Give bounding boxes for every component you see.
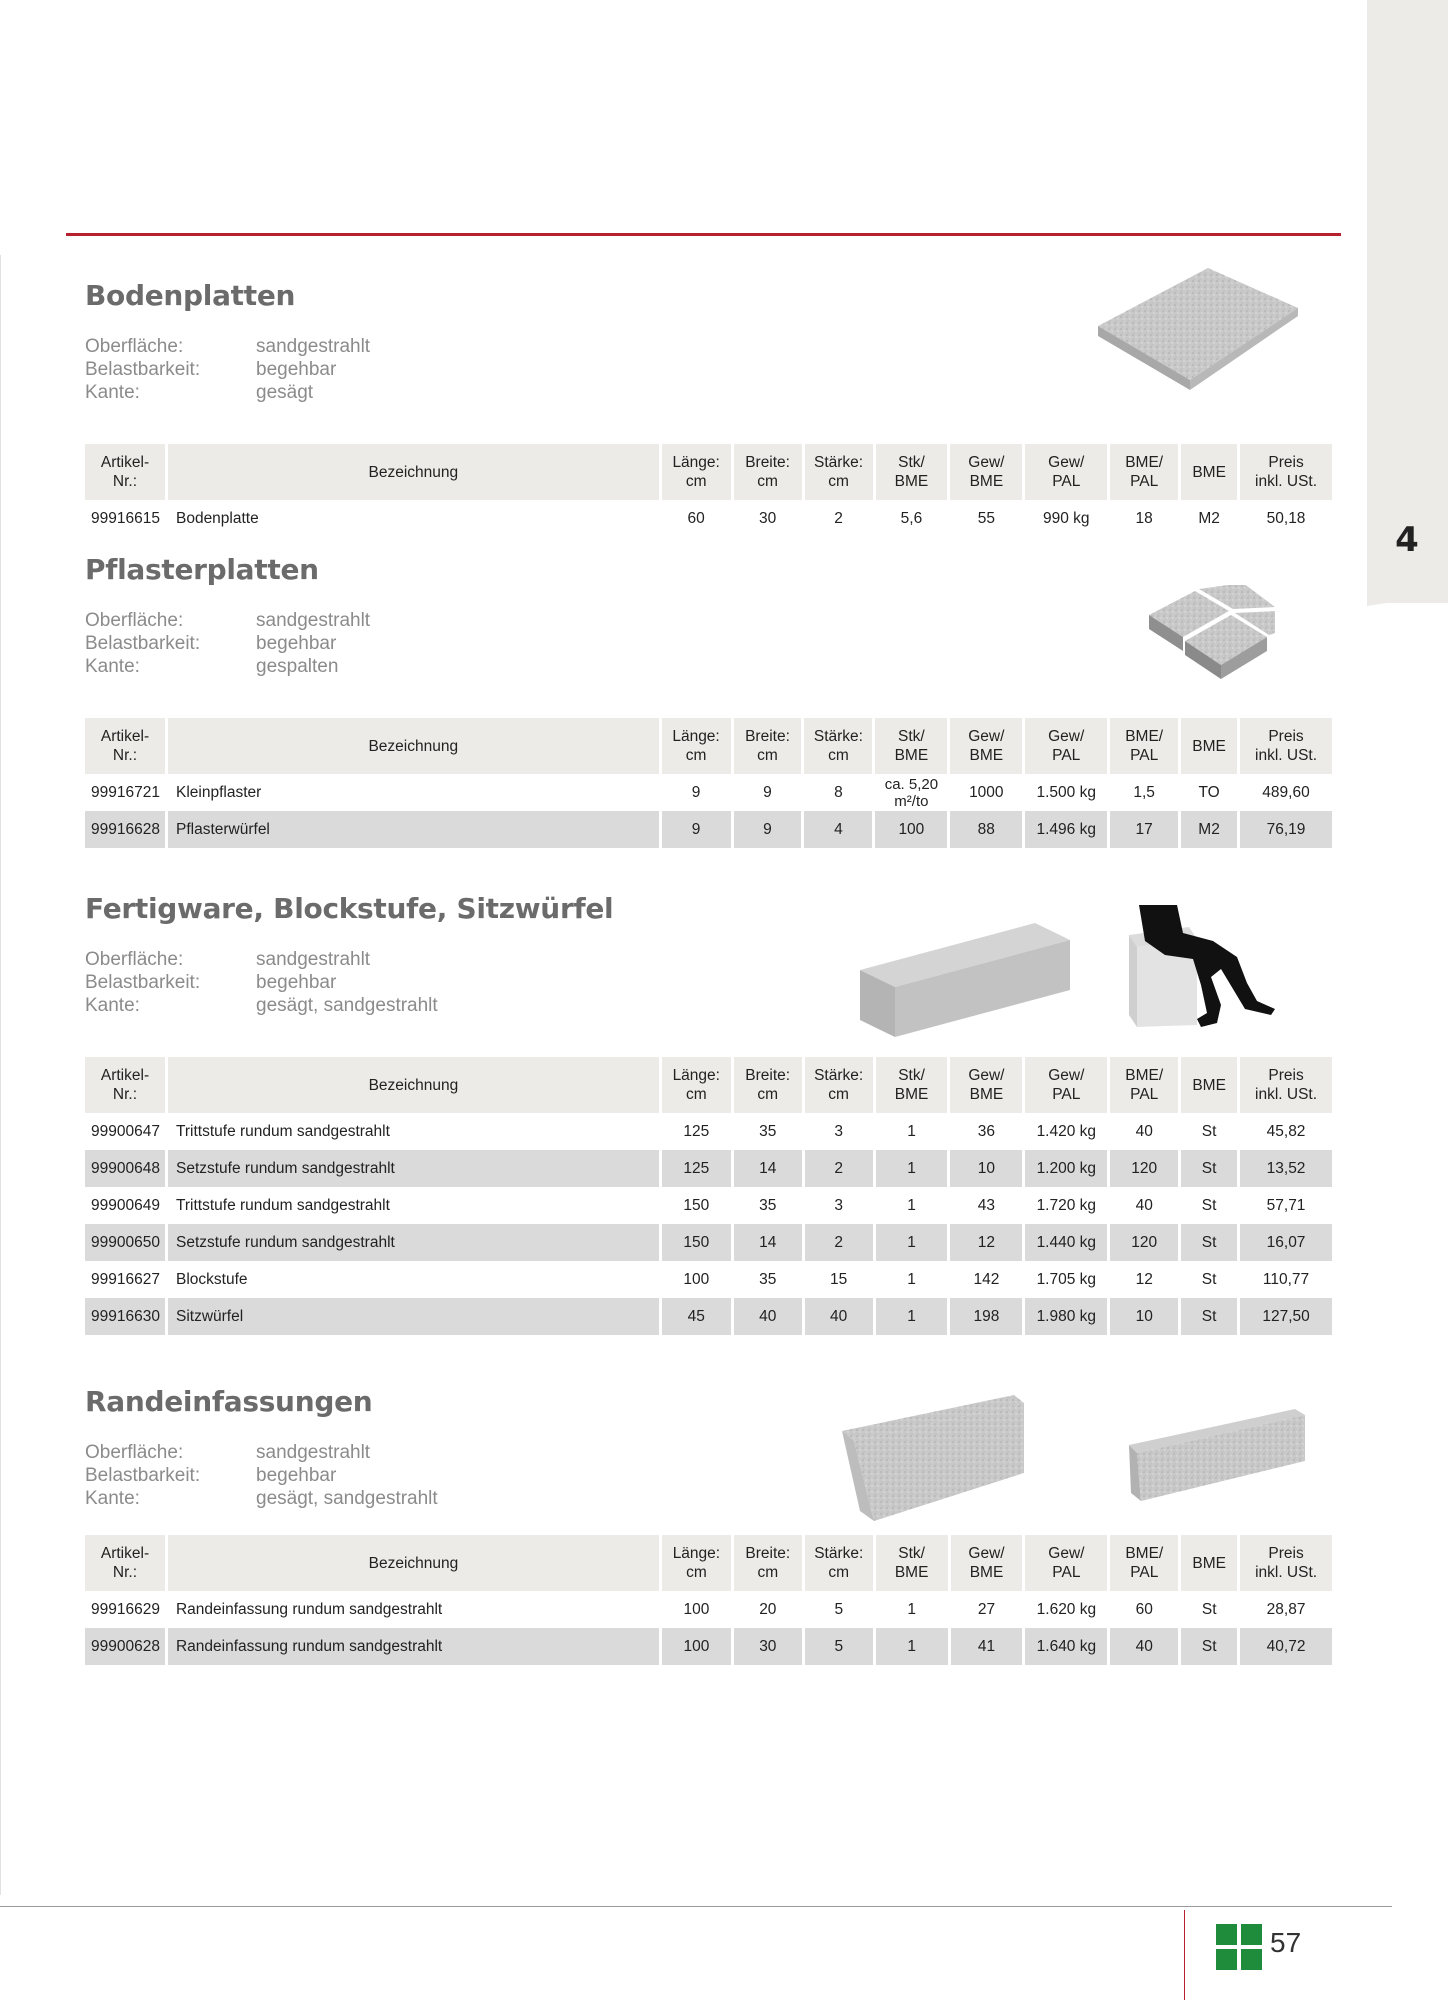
product-table-bodenplatten [82, 444, 1335, 537]
cell-staerke: 2 [805, 1150, 873, 1187]
col-gew-bme: Gew/ BME [950, 444, 1022, 500]
col-artikel: Artikel- Nr.: [85, 1057, 165, 1113]
prop-belastbarkeit: begehbar [256, 1465, 337, 1486]
cell-gew-pal: 1.496 kg [1025, 811, 1107, 848]
col-laenge: Länge: cm [662, 718, 731, 774]
prop-label-belastbarkeit: Belastbarkeit: [85, 633, 201, 654]
col-gew-bme: Gew/ BME [950, 718, 1022, 774]
cell-artikel: 99900628 [85, 1628, 165, 1665]
blockstufe-image [855, 915, 1075, 1045]
cell-preis: 40,72 [1240, 1628, 1332, 1665]
cell-bme-pal: 17 [1110, 811, 1178, 848]
cell-bezeichnung: Blockstufe [175, 1270, 248, 1288]
col-bme: BME [1181, 718, 1237, 774]
cell-gew-pal: 1.500 kg [1036, 783, 1096, 801]
cell-gew-pal: 1.640 kg [1025, 1628, 1107, 1665]
cell-laenge: 100 [683, 1270, 710, 1288]
cell-breite: 30 [734, 1628, 802, 1665]
cell-gew-bme: 55 [977, 509, 995, 527]
prop-oberflaeche: sandgestrahlt [256, 949, 371, 970]
cell-gew-bme: 198 [950, 1298, 1022, 1335]
col-gew-bme: Gew/ BME [951, 1535, 1023, 1591]
col-gew-pal: Gew/ PAL [1025, 1057, 1107, 1113]
cell-bme-pal: 10 [1110, 1298, 1178, 1335]
randeinfassung-image-2 [1125, 1405, 1310, 1505]
table-row [85, 1187, 1332, 1224]
cell-gew-pal: 1.720 kg [1036, 1196, 1097, 1214]
table-header-row [85, 1057, 1332, 1113]
product-table-randeinfassungen [82, 1535, 1335, 1665]
col-stk-bme: Stk/ BME [875, 718, 947, 774]
cell-bme: St [1201, 1122, 1217, 1140]
col-preis: Preis inkl. USt. [1240, 1535, 1332, 1591]
cell-laenge: 100 [662, 1628, 731, 1665]
cell-stk-bme: 1 [907, 1270, 916, 1288]
cell-stk-bme: 1 [907, 1600, 916, 1618]
table-row [85, 1628, 1332, 1665]
cell-gew-bme: 1000 [969, 783, 1004, 801]
cell-bme: St [1181, 1224, 1237, 1261]
cell-bme-pal: 120 [1110, 1224, 1178, 1261]
prop-label-kante: Kante: [85, 656, 140, 677]
cell-laenge: 9 [662, 811, 731, 848]
prop-label-oberflaeche: Oberfläche: [85, 336, 184, 357]
sitzwuerfel-image [1125, 905, 1295, 1035]
table-row [85, 1298, 1332, 1335]
col-artikel: Artikel- Nr.: [85, 1535, 165, 1591]
col-preis: Preis inkl. USt. [1240, 718, 1332, 774]
cell-bme: M2 [1181, 811, 1237, 848]
cell-breite: 14 [734, 1150, 802, 1187]
bodenplatte-image [1090, 268, 1300, 413]
randeinfassung-image-1 [838, 1393, 1028, 1525]
cell-stk-bme: 1 [876, 1224, 948, 1261]
col-gew-pal: Gew/ PAL [1025, 718, 1107, 774]
col-bezeichnung: Bezeichnung [168, 1535, 659, 1591]
col-bezeichnung: Bezeichnung [168, 718, 659, 774]
prop-label-oberflaeche: Oberfläche: [85, 610, 184, 631]
cell-stk-bme: 1 [876, 1150, 948, 1187]
table-header-row [85, 444, 1332, 500]
col-laenge: Länge: cm [662, 1535, 731, 1591]
cell-gew-pal: 1.420 kg [1036, 1122, 1097, 1140]
cell-bme: St [1181, 1628, 1237, 1665]
pflaster-image [1145, 585, 1280, 700]
left-margin-line [0, 255, 1, 1895]
cell-gew-pal: 1.620 kg [1036, 1600, 1097, 1618]
prop-belastbarkeit: begehbar [256, 972, 337, 993]
cell-artikel: 99916628 [85, 811, 165, 848]
col-bezeichnung: Bezeichnung [168, 1057, 659, 1113]
cell-gew-pal: 1.200 kg [1025, 1150, 1107, 1187]
cell-staerke: 8 [834, 783, 843, 801]
cell-preis: 76,19 [1240, 811, 1332, 848]
cell-preis: 45,82 [1266, 1122, 1306, 1140]
col-bezeichnung: Bezeichnung [168, 444, 659, 500]
cell-preis: 110,77 [1262, 1270, 1310, 1288]
cell-bezeichnung: Kleinpflaster [175, 783, 262, 801]
cell-staerke: 2 [805, 1224, 873, 1261]
cell-staerke: 40 [805, 1298, 873, 1335]
cell-laenge: 150 [662, 1224, 731, 1261]
cell-stk-bme: 5,6 [900, 509, 923, 527]
table-header-row [85, 718, 1332, 774]
cell-bezeichnung: Sitzwürfel [168, 1298, 659, 1335]
prop-label-oberflaeche: Oberfläche: [85, 949, 184, 970]
col-staerke: Stärke: cm [805, 1535, 873, 1591]
cell-gew-pal: 990 kg [1042, 509, 1090, 527]
col-gew-bme: Gew/ BME [950, 1057, 1022, 1113]
cell-stk-bme: 100 [875, 811, 947, 848]
col-bme-pal: BME/ PAL [1110, 1535, 1178, 1591]
cell-staerke: 15 [830, 1270, 848, 1288]
table-row [85, 1591, 1332, 1628]
cell-stk-bme: ca. 5,20 m²/to [884, 775, 939, 810]
cell-stk-bme: 1 [907, 1196, 916, 1214]
cell-preis: 50,18 [1266, 509, 1306, 527]
cell-preis: 489,60 [1262, 783, 1310, 801]
cell-gew-pal: 1.980 kg [1025, 1298, 1107, 1335]
cell-laenge: 45 [662, 1298, 731, 1335]
brand-logo-icon [1216, 1924, 1262, 1970]
page-number: 57 [1270, 1927, 1302, 1958]
col-bme: BME [1181, 1057, 1237, 1113]
section-title: Fertigware, Blockstufe, Sitzwürfel [85, 892, 614, 925]
table-row [85, 1150, 1332, 1187]
cell-preis: 57,71 [1266, 1196, 1306, 1214]
cell-bme-pal: 40 [1135, 1122, 1153, 1140]
product-table-pflasterplatten [82, 718, 1335, 848]
cell-breite: 20 [759, 1600, 777, 1618]
col-bme-pal: BME/ PAL [1110, 718, 1178, 774]
cell-artikel: 99900649 [91, 1196, 160, 1214]
section-title: Bodenplatten [85, 279, 296, 312]
cell-gew-bme: 12 [950, 1224, 1022, 1261]
cell-bezeichnung: Randeinfassung rundum sandgestrahlt [175, 1600, 443, 1618]
col-bme: BME [1181, 1535, 1237, 1591]
prop-kante: gespalten [256, 656, 339, 677]
prop-label-belastbarkeit: Belastbarkeit: [85, 1465, 201, 1486]
col-gew-pal: Gew/ PAL [1025, 1535, 1107, 1591]
section-title: Randeinfassungen [85, 1385, 373, 1418]
col-breite: Breite: cm [734, 444, 802, 500]
cell-bme-pal: 40 [1135, 1196, 1153, 1214]
col-preis: Preis inkl. USt. [1240, 444, 1332, 500]
col-laenge: Länge: cm [662, 1057, 731, 1113]
cell-laenge: 125 [683, 1122, 710, 1140]
col-artikel: Artikel- Nr.: [85, 444, 165, 500]
cell-breite: 35 [759, 1122, 777, 1140]
prop-label-belastbarkeit: Belastbarkeit: [85, 972, 201, 993]
cell-bezeichnung: Trittstufe rundum sandgestrahlt [175, 1196, 390, 1214]
prop-belastbarkeit: begehbar [256, 359, 337, 380]
cell-breite: 14 [734, 1224, 802, 1261]
cell-breite: 30 [758, 509, 777, 527]
prop-belastbarkeit: begehbar [256, 633, 337, 654]
cell-bezeichnung: Bodenplatte [175, 509, 259, 527]
section-title: Pflasterplatten [85, 553, 319, 586]
col-preis: Preis inkl. USt. [1240, 1057, 1332, 1113]
cell-breite: 9 [763, 783, 772, 801]
cell-bme-pal: 120 [1110, 1150, 1178, 1187]
cell-bme: St [1201, 1196, 1217, 1214]
cell-preis: 13,52 [1240, 1150, 1332, 1187]
cell-laenge: 60 [687, 509, 705, 527]
chapter-tab [1367, 0, 1448, 603]
cell-laenge: 100 [683, 1600, 710, 1618]
cell-stk-bme: 1 [876, 1628, 948, 1665]
table-header-row [85, 1535, 1332, 1591]
prop-oberflaeche: sandgestrahlt [256, 1442, 371, 1463]
cell-artikel: 99900647 [91, 1122, 160, 1140]
prop-label-kante: Kante: [85, 1488, 140, 1509]
cell-bme-pal: 1,5 [1133, 783, 1155, 801]
cell-gew-bme: 88 [950, 811, 1022, 848]
header-divider [66, 233, 1341, 236]
prop-kante: gesägt, sandgestrahlt [256, 995, 438, 1016]
cell-staerke: 4 [804, 811, 872, 848]
col-stk-bme: Stk/ BME [876, 1535, 948, 1591]
cell-laenge: 150 [683, 1196, 710, 1214]
prop-kante: gesägt, sandgestrahlt [256, 1488, 438, 1509]
cell-bme: TO [1198, 783, 1220, 801]
product-table-fertigware [82, 1057, 1335, 1335]
cell-laenge: 9 [691, 783, 701, 801]
cell-bme-pal: 18 [1135, 509, 1153, 527]
table-row [85, 1261, 1332, 1298]
col-staerke: Stärke: cm [804, 718, 872, 774]
cell-breite: 35 [759, 1270, 777, 1288]
cell-stk-bme: 1 [907, 1122, 916, 1140]
cell-artikel: 99916721 [91, 783, 160, 801]
cell-gew-bme: 41 [951, 1628, 1023, 1665]
col-breite: Breite: cm [734, 1535, 802, 1591]
prop-label-kante: Kante: [85, 382, 140, 403]
col-artikel: Artikel- Nr.: [85, 718, 165, 774]
col-bme: BME [1181, 444, 1237, 500]
prop-kante: gesägt [256, 382, 314, 403]
cell-bme-pal: 12 [1135, 1270, 1153, 1288]
cell-bme: St [1201, 1600, 1217, 1618]
table-row [85, 774, 1332, 811]
col-stk-bme: Stk/ BME [876, 1057, 948, 1113]
col-staerke: Stärke: cm [805, 1057, 873, 1113]
footer-divider [0, 1906, 1392, 1907]
col-gew-pal: Gew/ PAL [1025, 444, 1107, 500]
prop-label-kante: Kante: [85, 995, 140, 1016]
cell-bme: M2 [1198, 509, 1220, 527]
cell-artikel: 99916627 [91, 1270, 160, 1288]
col-breite: Breite: cm [734, 718, 802, 774]
prop-oberflaeche: sandgestrahlt [256, 336, 371, 357]
chapter-number: 4 [1395, 520, 1419, 560]
col-breite: Breite: cm [734, 1057, 802, 1113]
cell-preis: 16,07 [1240, 1224, 1332, 1261]
slab-top [1098, 268, 1298, 380]
cell-artikel: 99916615 [91, 509, 160, 527]
cell-bezeichnung: Setzstufe rundum sandgestrahlt [168, 1150, 659, 1187]
table-row [85, 1224, 1332, 1261]
cell-artikel: 99916630 [85, 1298, 165, 1335]
cell-gew-bme: 43 [977, 1196, 996, 1214]
cell-staerke: 3 [834, 1196, 843, 1214]
cell-breite: 40 [734, 1298, 802, 1335]
cell-gew-pal: 1.440 kg [1025, 1224, 1107, 1261]
cell-gew-bme: 10 [950, 1150, 1022, 1187]
cell-bme: St [1181, 1298, 1237, 1335]
cell-breite: 35 [759, 1196, 777, 1214]
cell-staerke: 5 [805, 1628, 873, 1665]
footer-accent-line [1184, 1910, 1185, 2000]
cell-preis: 28,87 [1266, 1600, 1306, 1618]
cell-bezeichnung: Trittstufe rundum sandgestrahlt [175, 1122, 390, 1140]
cell-artikel: 99900648 [85, 1150, 165, 1187]
cell-artikel: 99916629 [91, 1600, 160, 1618]
table-row [85, 1113, 1332, 1150]
col-bme-pal: BME/ PAL [1110, 1057, 1178, 1113]
cell-breite: 9 [734, 811, 802, 848]
cell-bezeichnung: Randeinfassung rundum sandgestrahlt [168, 1628, 659, 1665]
table-row [85, 811, 1332, 848]
table-row [85, 500, 1332, 537]
cell-artikel: 99900650 [85, 1224, 165, 1261]
cell-gew-bme: 36 [977, 1122, 996, 1140]
cell-staerke: 3 [834, 1122, 843, 1140]
col-stk-bme: Stk/ BME [876, 444, 948, 500]
cell-stk-bme: 1 [876, 1298, 948, 1335]
cell-staerke: 5 [834, 1600, 844, 1618]
cell-bme-pal: 60 [1135, 1600, 1153, 1618]
cell-gew-bme: 27 [977, 1600, 996, 1618]
cell-laenge: 125 [662, 1150, 731, 1187]
chapter-tab-notch [1367, 594, 1448, 606]
cell-staerke: 2 [834, 509, 843, 527]
cell-bme: St [1181, 1150, 1237, 1187]
cell-bme-pal: 40 [1110, 1628, 1178, 1665]
cell-gew-bme: 142 [973, 1270, 1000, 1288]
col-staerke: Stärke: cm [805, 444, 873, 500]
prop-label-oberflaeche: Oberfläche: [85, 1442, 184, 1463]
col-laenge: Länge: cm [662, 444, 731, 500]
cell-bezeichnung: Pflasterwürfel [168, 811, 659, 848]
cell-bme: St [1201, 1270, 1217, 1288]
cell-bezeichnung: Setzstufe rundum sandgestrahlt [168, 1224, 659, 1261]
prop-oberflaeche: sandgestrahlt [256, 610, 371, 631]
col-bme-pal: BME/ PAL [1110, 444, 1178, 500]
cell-preis: 127,50 [1240, 1298, 1332, 1335]
cell-gew-pal: 1.705 kg [1036, 1270, 1097, 1288]
prop-label-belastbarkeit: Belastbarkeit: [85, 359, 201, 380]
cube-side [1129, 935, 1137, 1027]
